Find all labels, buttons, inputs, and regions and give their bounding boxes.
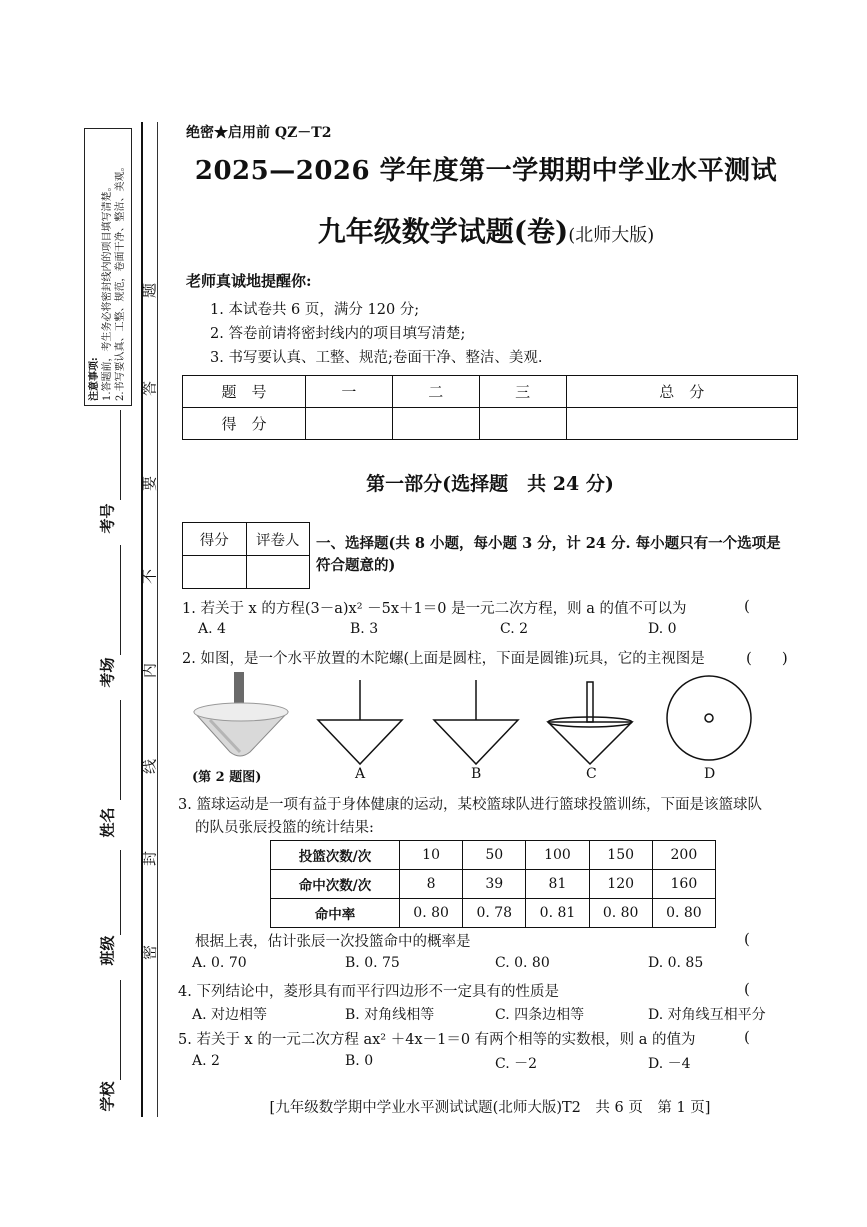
option-a-figure (318, 680, 402, 764)
seal-char-2: 答 (140, 381, 159, 397)
q2-figure-caption: (第 2 题图) (192, 770, 262, 785)
seal-char-3: 要 (140, 476, 159, 492)
score-table-cell: 总 分 (566, 376, 797, 408)
field-school: 学校 (98, 1081, 117, 1112)
q5-option-b: B. 0 (345, 1053, 374, 1069)
field-class-line[interactable] (120, 850, 121, 935)
q2-label-c: C (586, 766, 597, 782)
notice-line-1: 1.答题前，考生务必将密封线内的项目填写清楚。 (102, 181, 113, 401)
stats-cell: 0. 80 (400, 899, 463, 928)
q5-option-d: D. －4 (648, 1056, 691, 1072)
q3-text-2: 的队员张辰投篮的统计结果: (195, 820, 374, 836)
notice-title: 注意事项: (89, 357, 100, 401)
q3-answer-paren[interactable]: ( (744, 930, 750, 948)
option-d-figure (667, 676, 751, 760)
stats-cell: 100 (526, 841, 589, 870)
seal-char-5: 内 (140, 663, 159, 679)
stats-cell: 50 (463, 841, 526, 870)
field-school-line[interactable] (120, 980, 121, 1080)
option-b-figure (434, 680, 518, 764)
field-exam-number-line[interactable] (120, 410, 121, 500)
q1-text: 1. 若关于 x 的方程(3－a)x² －5x＋1＝0 是一元二次方程，则 a 的值不可以为 (182, 601, 687, 617)
edition-label: (北师大版) (568, 225, 655, 246)
tip-1: 1. 本试卷共 6 页，满分 120 分; (210, 302, 420, 318)
field-name: 姓名 (98, 807, 117, 838)
q2-label-d: D (704, 766, 716, 782)
seal-char-1: 题 (140, 283, 159, 299)
stats-cell: 0. 78 (463, 899, 526, 928)
q5-option-c: C. －2 (495, 1056, 538, 1072)
stats-cell: 200 (652, 841, 715, 870)
q5-text: 5. 若关于 x 的一元二次方程 ax² ＋4x－1＝0 有两个相等的实数根，则 a 的值为 (178, 1032, 696, 1048)
field-class: 班级 (98, 935, 117, 966)
score-input-cell[interactable] (566, 408, 797, 440)
stats-cell: 160 (652, 870, 715, 899)
tip-2: 2. 答卷前请将密封线内的项目填写清楚; (210, 326, 466, 342)
q4-text: 4. 下列结论中，菱形具有而平行四边形不一定具有的性质是 (178, 984, 559, 1000)
grader-score-cell[interactable] (183, 556, 247, 589)
exam-title: 2025—2026 学年度第一学期期中学业水平测试 (194, 156, 778, 186)
stats-cell: 150 (589, 841, 652, 870)
field-exam-room-line[interactable] (120, 545, 121, 655)
q4-option-d: D. 对角线互相平分 (648, 1007, 766, 1023)
score-table-cell: 一 (306, 376, 393, 408)
score-table-cell: 二 (392, 376, 479, 408)
stats-cell: 39 (463, 870, 526, 899)
stats-cell: 120 (589, 870, 652, 899)
stats-cell: 0. 80 (589, 899, 652, 928)
tip-3: 3. 书写要认真、工整、规范;卷面干净、整洁、美观. (210, 350, 543, 366)
q4-answer-paren[interactable]: ( (744, 980, 750, 998)
q2-label-b: B (471, 766, 482, 782)
stats-cell: 10 (400, 841, 463, 870)
seal-char-7: 封 (140, 851, 159, 867)
score-input-cell[interactable] (392, 408, 479, 440)
q4-option-c: C. 四条边相等 (495, 1007, 585, 1023)
q5-answer-paren[interactable]: ( (744, 1028, 750, 1046)
q2-label-a: A (355, 766, 366, 782)
score-input-cell[interactable] (479, 408, 566, 440)
q3-option-b: B. 0. 75 (345, 955, 400, 971)
subject-title: 九年级数学试题(卷) (317, 215, 569, 248)
score-input-cell[interactable] (306, 408, 393, 440)
stats-cell: 81 (526, 870, 589, 899)
q2-answer-paren[interactable]: ( ) (746, 649, 788, 667)
binding-line-left (141, 122, 143, 1117)
greeting: 老师真诚地提醒你: (186, 272, 312, 290)
seal-char-4: 不 (140, 569, 159, 585)
stats-cell: 8 (400, 870, 463, 899)
field-exam-number: 考号 (98, 503, 117, 534)
score-table-cell: 三 (479, 376, 566, 408)
q3-option-d: D. 0. 85 (648, 955, 704, 971)
q4-option-a: A. 对边相等 (192, 1007, 268, 1023)
q4-option-b: B. 对角线相等 (345, 1007, 435, 1023)
notice-box (84, 128, 132, 406)
q1-option-b: B. 3 (350, 621, 379, 637)
grader-name-cell[interactable] (246, 556, 310, 589)
field-exam-room: 考场 (98, 657, 117, 688)
score-table-cell: 得 分 (183, 408, 306, 440)
page-footer: [九年级数学期中学业水平测试试题(北师大版)T2 共 6 页 第 1 页] (269, 1100, 711, 1116)
secret-label: 绝密★启用前 QZ－T2 (186, 125, 332, 141)
stats-header: 命中率 (271, 899, 400, 928)
grader-name-header: 评卷人 (246, 523, 310, 556)
q3-option-c: C. 0. 80 (495, 955, 550, 971)
q2-text: 2. 如图，是一个水平放置的木陀螺(上面是圆柱，下面是圆锥)玩具，它的主视图是 (182, 651, 705, 667)
stats-header: 投篮次数/次 (271, 841, 400, 870)
stats-header: 命中次数/次 (271, 870, 400, 899)
score-table-cell: 题 号 (183, 376, 306, 408)
q2-figures (190, 668, 800, 768)
seal-char-8: 密 (140, 945, 159, 961)
q3-stats-table (270, 840, 716, 928)
field-name-line[interactable] (120, 700, 121, 800)
q5-option-a: A. 2 (192, 1053, 220, 1069)
q3-text-1: 3. 篮球运动是一项有益于身体健康的运动，某校篮球队进行篮球投篮训练，下面是该篮球队 (178, 797, 762, 813)
part-title: 第一部分(选择题 共 24 分) (366, 473, 614, 495)
stats-cell: 0. 80 (652, 899, 715, 928)
stats-cell: 0. 81 (526, 899, 589, 928)
q1-option-a: A. 4 (198, 621, 226, 637)
q1-answer-paren[interactable]: ( (744, 597, 750, 615)
seal-char-6: 线 (140, 759, 159, 775)
score-table (182, 375, 798, 440)
notice-line-2: 2.书写要认真、工整、规范，卷面干净、整洁、美观。 (115, 161, 126, 401)
spinning-top-photo (194, 672, 288, 756)
grader-table (182, 522, 310, 589)
q1-option-d: D. 0 (648, 621, 677, 637)
option-c-figure (548, 682, 632, 764)
exam-subtitle (186, 210, 786, 250)
binding-line-right (157, 122, 158, 1117)
q1-option-c: C. 2 (500, 621, 529, 637)
q3-text-3: 根据上表，估计张辰一次投篮命中的概率是 (195, 934, 471, 950)
section-title: 一、选择题(共 8 小题，每小题 3 分，计 24 分. 每小题只有一个选项是符合题意的) (316, 535, 781, 574)
grader-score-header: 得分 (183, 523, 247, 556)
q3-option-a: A. 0. 70 (192, 955, 247, 971)
